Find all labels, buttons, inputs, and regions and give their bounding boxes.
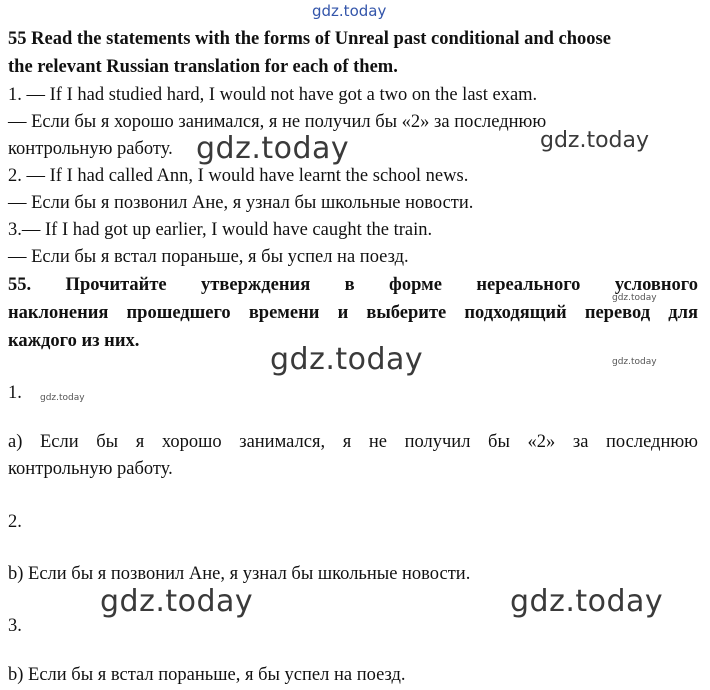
watermark: gdz.today <box>540 128 650 153</box>
watermark: gdz.today <box>270 342 424 377</box>
watermark: gdz.today <box>612 293 657 303</box>
answer-2-number: 2. <box>8 512 22 532</box>
answer-3-number: 3. <box>8 616 22 636</box>
watermark-top: gdz.today <box>312 2 387 20</box>
watermark: gdz.today <box>612 357 657 367</box>
statement-2-en: 2. — If I had called Ann, I would have learnt the school news. <box>8 166 469 186</box>
answer-1-text: a) Если бы я хорошо занимался, я не получил бы «2» за последнюю <box>8 432 698 452</box>
answer-1-number: 1. <box>8 383 22 403</box>
watermark: gdz.today <box>40 393 85 403</box>
statement-1-ru-line2: контрольную работу. <box>8 139 173 159</box>
answer-3-text: b) Если бы я встал пораньше, я бы успел на поезд. <box>8 665 406 685</box>
watermark: gdz.today <box>196 131 350 166</box>
exercise-heading-ru-line3: каждого из них. <box>8 331 140 351</box>
statement-3-ru: — Если бы я встал пораньше, я бы успел на поезд. <box>8 247 409 267</box>
watermark: gdz.today <box>100 584 254 619</box>
answer-1-text-line2: контрольную работу. <box>8 459 173 479</box>
exercise-heading-en: 55 Read the statements with the forms of Unreal past conditional and choose <box>8 29 611 49</box>
watermark: gdz.today <box>510 584 664 619</box>
statement-2-ru: — Если бы я позвонил Ане, я узнал бы школьные новости. <box>8 193 474 213</box>
answer-2-text: b) Если бы я позвонил Ане, я узнал бы школьные новости. <box>8 564 471 584</box>
statement-3-en: 3.— If I had got up earlier, I would have caught the train. <box>8 220 433 240</box>
exercise-heading-ru-line2: наклонения прошедшего времени и выберите подходящий перевод для <box>8 303 698 323</box>
exercise-heading-ru: 55. Прочитайте утверждения в форме нереального условного <box>8 275 698 295</box>
statement-1-en: 1. — If I had studied hard, I would not have got a two on the last exam. <box>8 85 538 105</box>
exercise-heading-en-line2: the relevant Russian translation for each of them. <box>8 57 398 77</box>
statement-1-ru: — Если бы я хорошо занимался, я не получил бы «2» за последнюю <box>8 112 547 132</box>
